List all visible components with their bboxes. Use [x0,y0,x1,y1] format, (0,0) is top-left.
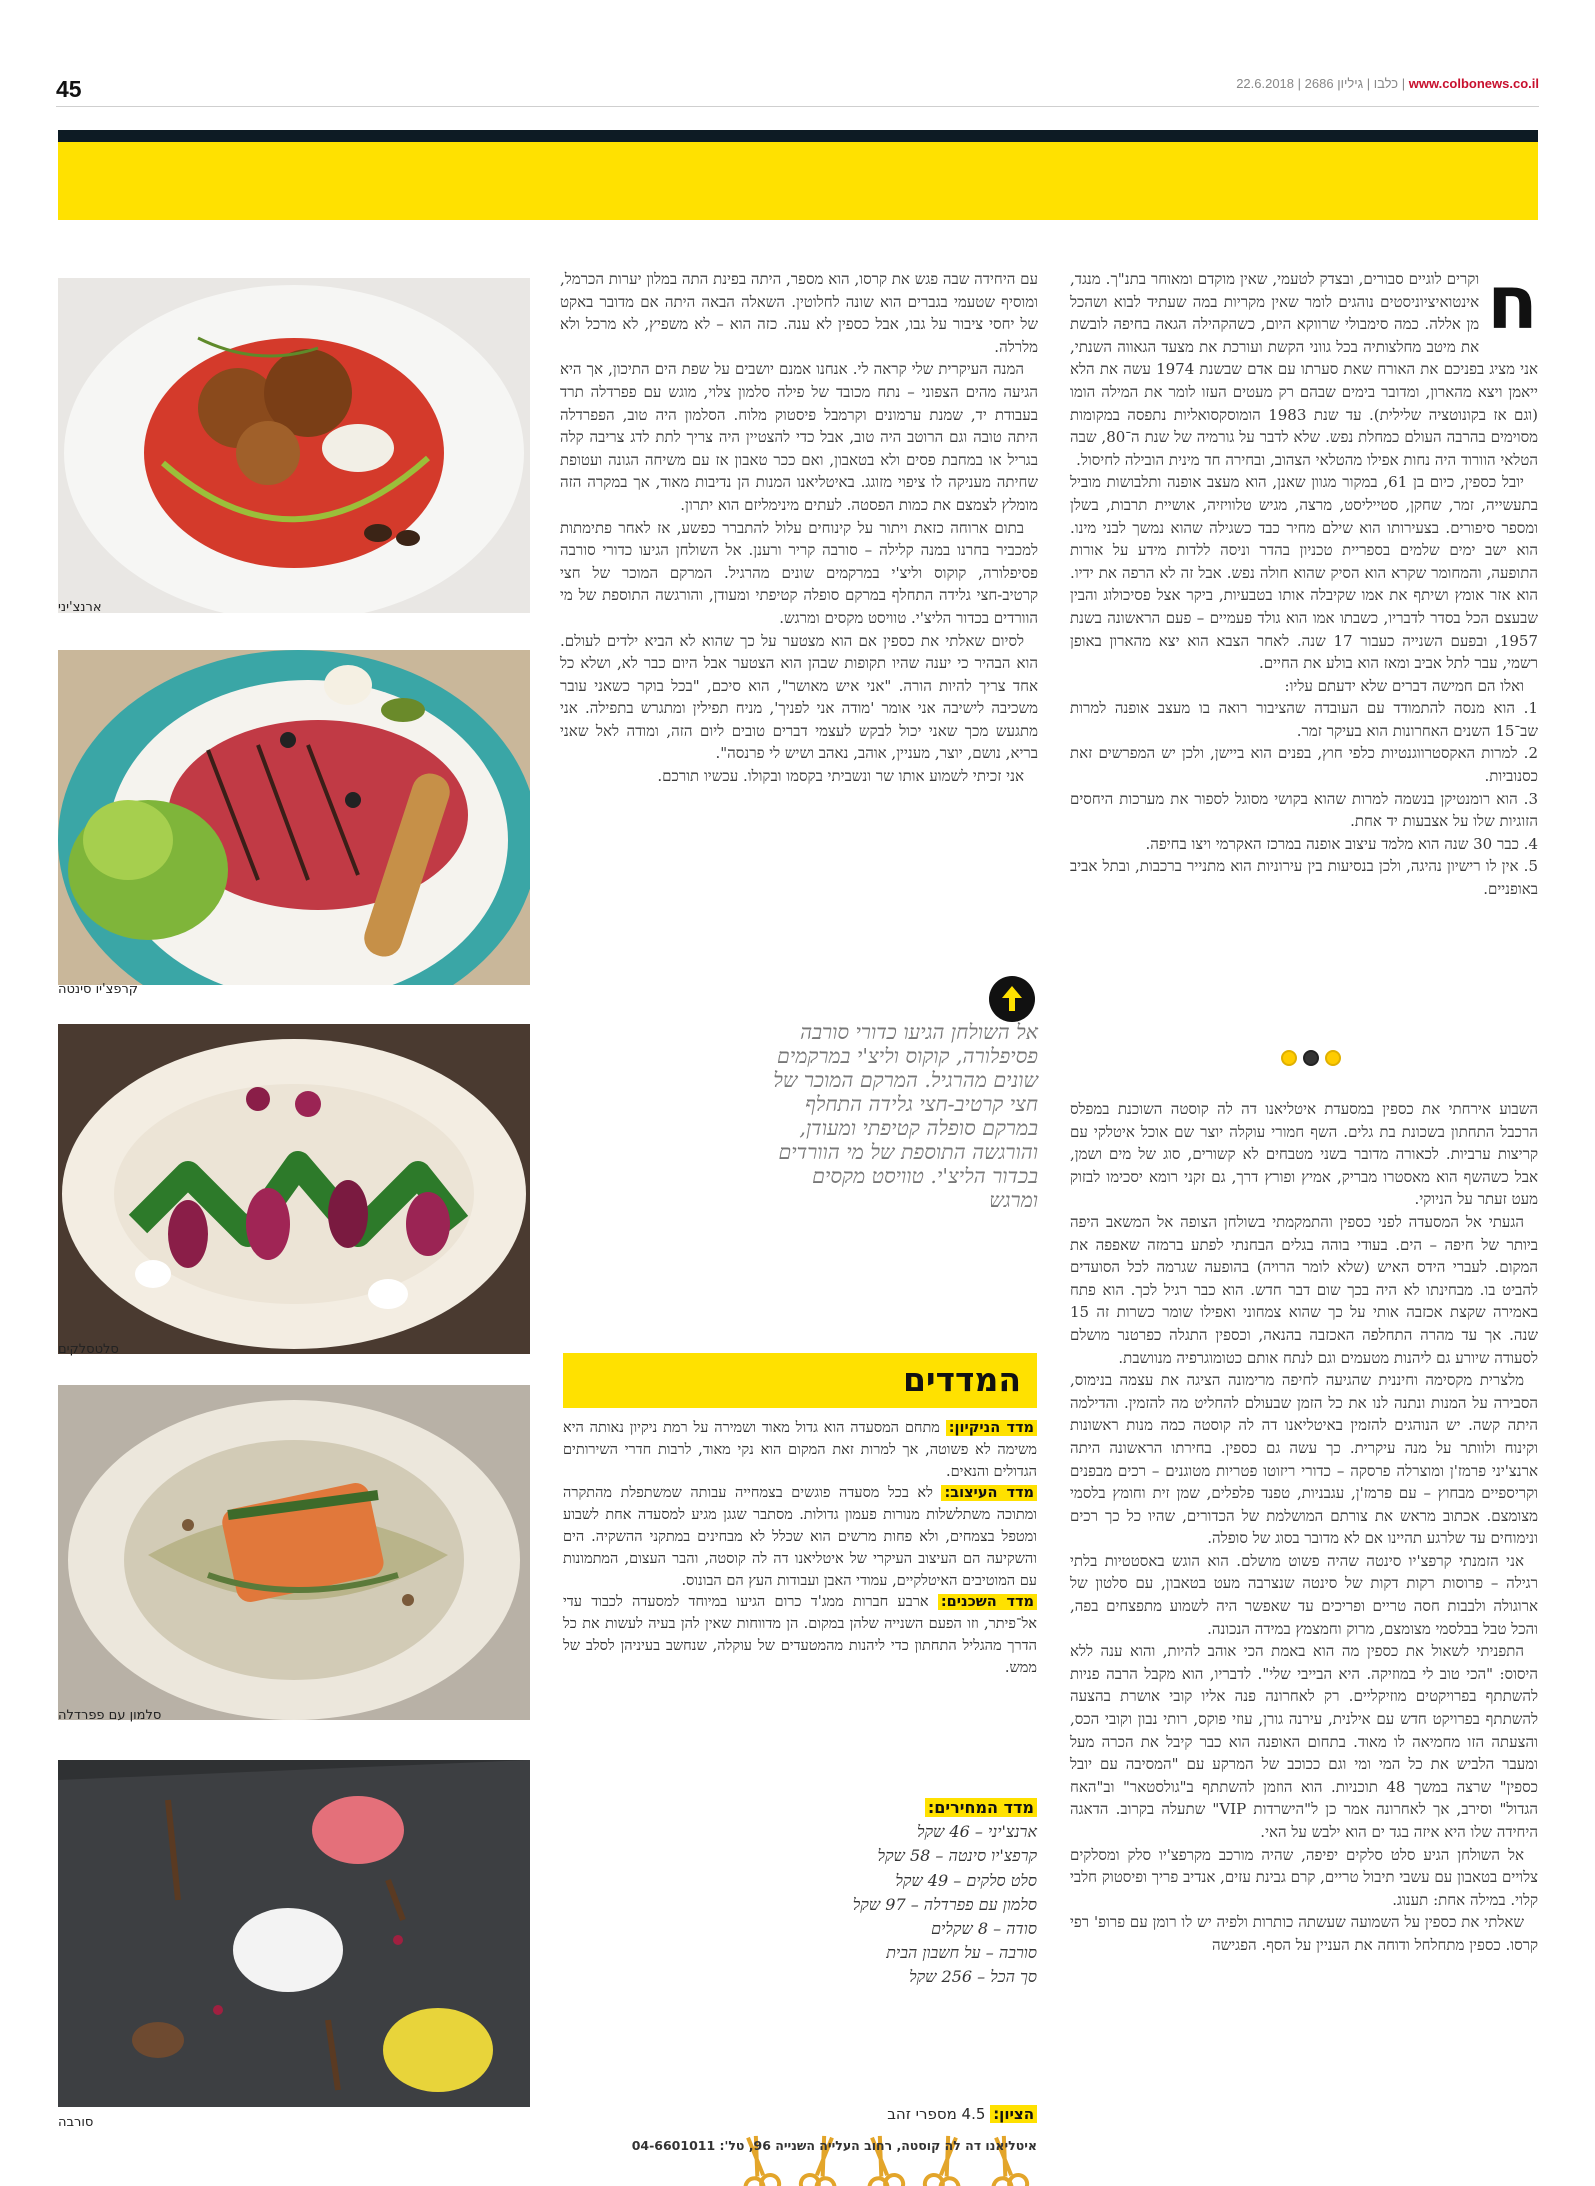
prices-list [640,1796,1037,1990]
rating-cleanliness [563,1418,1037,1483]
fact-item: 3. הוא רומנטיקן בנשמה למרות שהוא בקושי מסוגל לספור את מערכות היחסים הזוגיות שלו על אצבעות יד אחת. [1070,789,1538,831]
price-item: סלמון עם פפרדלה – 97 שקל [852,1894,1037,1914]
photo-salmon [58,1385,530,1720]
header-info [1236,76,1539,91]
photo-caption: סורבה [58,2115,94,2130]
price-item: קרפצ'יו סינטה – 58 שקל [877,1846,1037,1866]
ratings-body [563,1418,1037,1680]
issue-date: 22.6.2018 [1236,76,1295,91]
score-line [640,2105,1037,2123]
rating-label: מדד המחירים: [925,1798,1037,1817]
article-paragraph: מלצרית מקסימה וחיננית שהגיעה לחיפה מרימונה הציגה את עצמה בנימוס, הסבירה על המנות ונתנה לנו את כל הזמן שבעולם להחליט מה להזמין. והדילמה היתה קשה. יש הנוהגים להזמין באיטליאנו דה לה קוסטה כמה מנות ראשונות וקינוח ולוותר על מנה עיקרית. כך עשה גם כספין. בחירתו הראשונה היתה ארנצ'יני פרמז'ן ומוצרלה פרסקה – כדורי ריזוטו פטריות מטוגנים – רכים מבפנים וקריספיים מבחוץ – עם פרמז'ן, עגבניות, טפנד פלפלים, שמן זית וחומץ בלסמי מצומצם. אכתוב מראש את צורתם המושלמת של הכדורים, שהיו כל כך רכים ונימוחים עד שלרגע תהיינו אם לא מדובר בסוג של סופלה. [1070,1371,1538,1548]
article-paragraph: השבוע אירחתי את כספין במסעדת איטליאנו דה לה קוסטה השוכנת במפלס הרכבל התחתון בשכונת בת גלים. השף חמורי עוקלה יוצר שם אוכל איטלקי עם קריצות ערביות. לכאורה מדובר בשני מטבחים לא קשורים, סוג של מים ושמן, אבל כשהשף הוא מאסטרו מבריק, אמיץ ופורץ דרך, גם זקני רומא יסכימו לבזוק מעט זעתר על הניוקי. [1070,1100,1538,1209]
separator: | [1401,76,1406,91]
article-paragraph: עם היחידה שבה פגש את קרסו, הוא מספר, היתה בפינת התה במלון יערות הכרמל, ומוסיף שטעמי בגברים הוא שונה לחלוטין. השאלה הבאה היתה אם מדובר באקט של יחסי ציבור על גבו, אבל כספין לא ענה. כזה הוא – לא משפיץ, לא מרכל ולא מלרלה. [560,270,1039,356]
price-item: ארנצ'יני – 46 שקל [916,1822,1037,1842]
article-column-middle [560,268,1038,788]
photo-carpaccio [58,650,530,985]
article-column-right-lower [1070,1098,1538,1957]
rating-label: מדד העיצוב: [941,1485,1037,1501]
photo-sorbet [58,1760,530,2107]
photo-arancini [58,278,530,613]
article-paragraph: אני הזמנתי קרפצ'יו סינטה שהיה פשוט מושלם. הוא הוגש באסטטיות בלתי רגילה – פרוסות רקות דקות של סינטה שנצרבה מעט בטאבון, עם סלטון של ארוגולה ולבבות חסה טריים ופריכים עד שאפשר היה לשמוע מתפצחים בפה, והכל טבל בבלסמי מצומצם, מרוק וחמצמץ במידה הנכונה. [1070,1551,1538,1638]
fact-item: 4. כבר 30 שנה הוא מלמד עיצוב אופנה במרכז האקרמי ויצו בחיפה. [1145,834,1538,853]
rating-design [563,1483,1037,1592]
paper-name: כלבו [1373,76,1399,91]
rating-neighbors [563,1592,1037,1679]
divider-dot [1281,1050,1297,1066]
article-paragraph: הגעתי אל המסעדה לפני כספין והתמקמתי בשולחן הצופה אל המשאב היפה ביותר של חיפה – הים. בעודי בוהה בגלים הבחנתי לפתע ברמזה שאפפה את המקום. לעברי הידס האיש (שלא לומר הרויה) בהופעה שגרמה לכל הסועדים להביט בו. מבחינתו לא היה בכך שום דבר חדש. הוא כבר רגיל לכך. הוא פתח באמירה שקצת אכזבה אותי על כך שהוא צמחוני ואפילו שומר כשרות זה 15 שנה. אך עד מהרה התחלפה האכזבה בהנאה, וכספין התגלה כפרטנר מושלם לסעודה שיורע גם ליהנות מטעמים וגם לנתח אותם כטומוגרפיה מנוושבת. [1070,1212,1538,1367]
header-rule [56,106,1539,107]
rating-label: הציון: [990,2105,1037,2123]
rating-text: לא בכל מסעדה פוגשים בצמחייה עבותה שמשתפלת מהתקרה ומתוכה משתלשלות מנורות פעמון גדולות. מסתבר שגגן מגיע למסעדה אחת לשבוע ומטפל בצמחים, ולא פחות מרשים הוא שכלל לא מבחינים במתקני ההשקיה. הים והשקיעה הם העיצוב העיקרי של איטליאנו דה לה קוסטה, והבר העצום, המתמונות עם המוטיבים האיטלקיים, עמודי האבן ועבודות העץ הם הבונוס. [563,1485,1037,1589]
fact-item: 5. אין לו רישיון נהיגה, ולכן בנסיעות בין עירוניות הוא מתנייר ברכבות, ובתל אביב באופניים. [1070,857,1538,899]
photo-caption: קרפצ'יו סינטה [58,982,139,997]
facts-intro: ואלו הם חמישה דברים שלא ידעתם עליו: [1284,676,1524,695]
article-paragraph: התפניתי לשאול את כספין מה הוא באמת הכי אוהב להיות, והוא ענה ללא היסוס: "הכי טוב לי במוזיקה. היא הבייבי שלי". לדבריו, הוא מקבל הרבה פניות להשתתף בפרויקטים מוזיקליים. רק לאחרונה פנה אליו קובי אושרת בהצעה להשתתף בפרויקט חדש עם אילנית, עירנה גורן, עוזי פוקס, רותי נבון וקובי הכס, והצעתה הזו מחמיאה לו מאוד. בתחום האופנה הוא כבר קיבל את הכרה מעל ומעבר הלביש את כל המי ומי וגם ככוכב של המרקע עם "המסיבה עם יובל כספין" שרצה במשך 48 תוכניות. הוא הוזמן להשתתף ב"גולסטאר" וב"האח הגדול" וסירב, אך לאחרונה אמר כן ל"הישרדות VIP" שתעלה בקרוב. הדאגה היחידה שלו היא איזה בגד ים הוא ילבש על האי. [1070,1642,1538,1841]
dropcap: ח [1487,260,1538,346]
article-paragraph: יובל כספין, כיום בן 61, במקור מגוון שאנן, הוא מעצב אופנה ותלבושות מוביל בתעשייה, זמר, שחקן, סטייליסט, מרצה, מגיש טלוויזיה, אושיית תרבות, בשלן ומספר סיפורים. בצעירותו הוא שילם מחיר כבד כשגילה שהוא נמשך לבני מינו. הוא ישב ימים שלמים בספריית טכניון בהדר וניסה ללדות מידע על אורות התופעה, והמחומר שקרא הוא הסיק שהוא חולה נפש. אבל זה לא הרפה את ידיו. הוא אזר אומץ ושיתף את אמו שקיבלה אותו בטבעיות, ביקר אצל פסיכולוג והבין שבעצם הכל בסדר לדבריו, כשבתו אמו הוא גולד פעמיים – פעם הראשונה בשנת 1957, ובפעם השנייה כעבור 17 שנה. לאחר הצבא הוא יצא מהארון באופן רשמי, עבר לתל אביב ומאז הוא בולע את החיים. [1070,473,1538,673]
divider-dot [1325,1050,1341,1066]
rating-text: מתחם המסעדה הוא גדול מאוד ושמירה על רמת ניקיון נאותה היא משימה לא פשוטה, אך למרות זאת המקום הוא נקי מאוד, לרבות חדרי השירותים הגדולים והנאים. [563,1420,1037,1480]
photo-caption: סלטסלקים [58,1342,119,1357]
separator: | [1297,76,1302,91]
photo-caption: סלמון עם פפרדלה [58,1708,162,1723]
photo-beet-salad [58,1024,530,1354]
separator: | [1366,76,1371,91]
price-item: סורבה – על חשבון הבית [886,1943,1037,1963]
pull-quote: אל השולחן הגיעו כדורי סורבה פסיפלורה, קוקוס וליצ'י במרקמים שונים מהרגיל. המרקם המוכר של חצי קרטיב-חצי גלידה התחלף במרקם סופלה קטיפתי ומעודן, והורגשה התוספת של מי הוורדים בכדור הליצ'י. טוויסט מקסים ומרגש [773,1020,1038,1212]
fact-item: 2. למרות האקסטרווגנטיות כלפי חוץ, בפנים הוא ביישן, ולכן יש המפרשים זאת כסנוביות. [1070,744,1538,786]
article-paragraph: לסיום שאלתי את כספין אם הוא מצטער על כך שהוא לא הביא ילדים לעולם. הוא הבהיר כי יענה שהיו תקופות שבהן הוא הצטער אבל היום כבר לא, ושלא כל אחד צריך להיות הורה. "אני איש מאושר", הוא סיכם, "בכל בוקר כשאני עובר משכיבה לישיבה אני אומר 'מודה אני לפניך', מניח תפילין ומתגרש בתפילה. אני מתגעש מכך שאני יכול לבקש לעצמי דברים טובים ליום הזה, ומודה לאל שאני בריא, נושם, יוצר, מעניין, אוהב, נאהב ושיש לי פרנסה". [560,631,1038,763]
issue-number: גיליון 2686 [1304,76,1364,91]
price-item: סודה – 8 שקלים [931,1919,1037,1939]
article-paragraph: אני זכיתי לשמוע אותו שר ונשביתי בקסמו ובקולו. עכשיו תורכם. [657,767,1024,786]
score-text: 4.5 מספרי זהב [887,2105,986,2123]
article-paragraph: שאלתי את כספין על השמועה שעשתה כותרות ולפיה יש לו רומן עם פרופ' רפי קרסו. כספין מתחלחל ודוחה את העניין על הסף. הפגישה [1070,1913,1538,1954]
article-column-right [1070,260,1538,901]
price-item: סלט סלקים – 49 שקל [895,1870,1037,1890]
article-paragraph: בתום ארוחה כזאת ויתור על קינוחים עלול להתברר כפשע, אז לאחר פתימתות למכביר בחרנו במנה קלילה – סורבה קריר ורענן. אל השולחן הגיעו כדורי סורבה פסיפלורה, קוקוס וליצ'י במרקמים שונים מהרגיל. המרקם המוכר של חצי קרטיב-חצי גלידה התחלף במרקם סופלה קטיפתי ומעודן, והורגשה התוספת של מי הוורדים בכדור הליצ'י. טוויסט מקסים ומרגש. [560,518,1038,627]
section-divider [1278,1050,1344,1070]
photo-caption: ארנצ'יני [58,600,102,615]
rating-text: ארבע חברות ממג'ד כרום הגיעו במיוחד למסעדה לכבוד עדי אל־פיתר, וזו הפעם השנייה שלהן במקום. הן מדווחות שאין להן בעיה לעשות את כל הדרך מהגליל התחתון כדי ליהנות מהמטעדים של עוקלה, שנחשב בעיניהן לסלב של ממש. [563,1594,1037,1676]
article-intro: וקרים לוגיים סבורים, ובצדק לטעמי, שאין מוקדם ומאוחר בתנ"ך. מנגד, אינטואיציוניסטים נוהגים לומר שאין מקריות במה שעתיד לבוא ושהכל מן אללה. כמה סימבולי שרווקא היום, כשהקהילה הגאה בחיפה לובשת את מיטב מחלצותיה בכל גווני הקשת ועורכת את מצעד הגאווה השנתי, אני מציג בפניכם את האורח שאת סערתו עם אדם שבשנת 1974 עשה את הלא ייאמן ויצא מהארון, ומדובר בימים שבהם רק מעטים העזו לומר את המילה הומו (וגם אז בקונוטציה שלילית). עד שנת 1983 הומוסקסואליות נתפסה במקומות מסוימים בהרבה העולם כמחלת נפש. שלא לדבר על גורמיה של שנת ה־80, שבה הטלאי הוורוד היה נחות אפילו מהטלאי הצהוב, ובחירה חד מינית הובילה לחיסול. [1070,270,1538,469]
site-url[interactable]: www.colbonews.co.il [1408,76,1539,91]
arrow-up-icon [989,976,1035,1022]
rating-label: מדד הניקיון: [946,1420,1037,1436]
article-paragraph: אל השולחן הגיע סלט סלקים יפיפה, שהיה מורכב מקרפצ'יו סלק ומסלקים צלויים בטאבון עם עשבי תיבול טריים, קרם גבינת עזים, אנדיב פריך ופיסטוק חלבי קלוי. במילה אחת: תענוג. [1070,1845,1538,1909]
page-number: 45 [56,76,82,102]
fact-item: 1. הוא מנסה להתמודד עם העובדה שהציבור רואה בו מעצב אופנה למרות שב־15 השנים האחרונות הוא בעיקר זמר. [1070,699,1538,740]
rating-label: מדד השכנים: [938,1594,1037,1610]
price-item: סך הכל – 256 שקל [909,1967,1037,1987]
facts-list [1070,697,1538,900]
ratings-title: המדדים [563,1353,1037,1408]
title-band [58,130,1538,220]
article-paragraph: המנה העיקרית שלי קראה לי. אנחנו אמנם יושבים על שפת הים התיכון, אך היא הגיעה מהים הצפוני – נתח מכובד של פילה סלמון צלוי, מוגש עם פפרדלה תרד בעבודת יד, שמנת ערמונים וקרמבל פיסטוק מלוח. הסלמון היה טוב, הפפרדלה היתה טובה וגם הרוטב היה טוב, אבל כדי להצטיין היה צריך לתת לדג צריבה קלה בגריל או במחבת פסים ולא בטאבון, ואם ככר טאבון אז עם משיחה הגונה ועטופת שחיתה מעניקה לו ציפוי מזוגג. באיטליאנו המנות הן נדיבות מאוד, אך במקרה הזה מומלץ לצמצם את כמות הפסטה. לעתים מינימליזם הוא יתרון. [560,360,1038,514]
restaurant-address: איטליאנו דה לה קוסטה, רחוב העלייה השנייה 96, טל': 04-6601011 [631,2138,1037,2153]
divider-dot [1303,1050,1319,1066]
